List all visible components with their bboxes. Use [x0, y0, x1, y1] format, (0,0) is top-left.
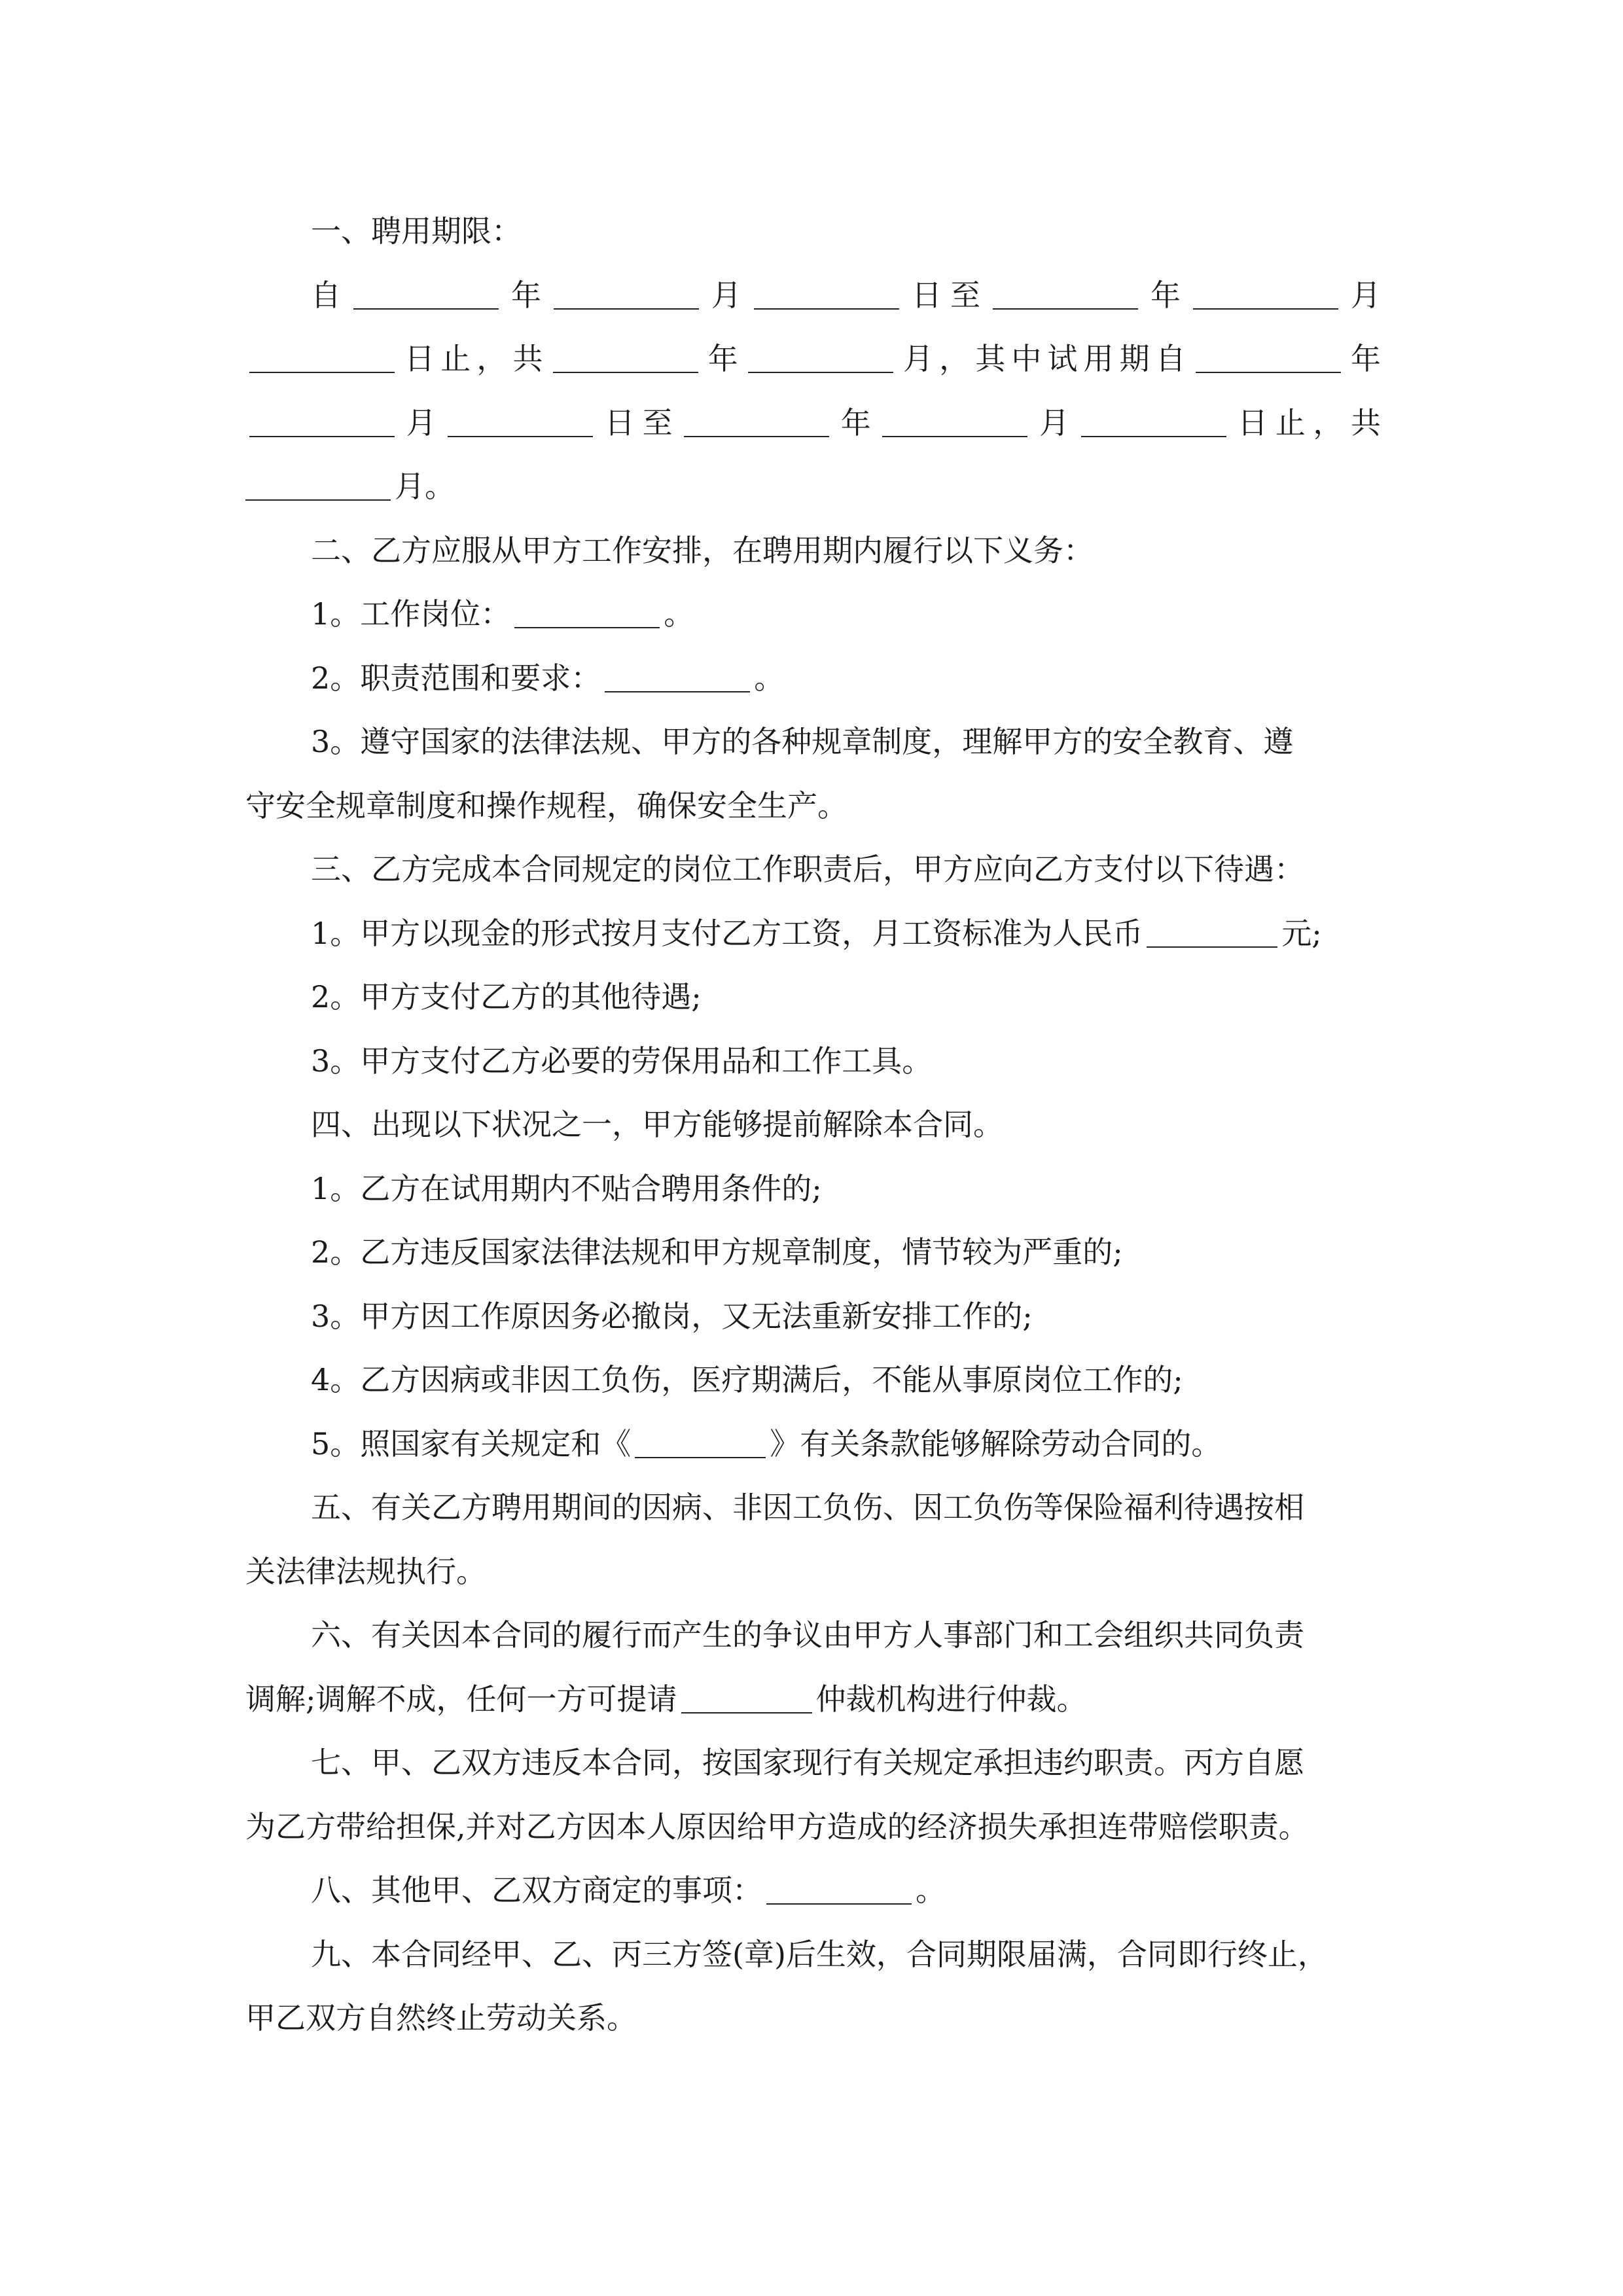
blank-field[interactable] — [245, 469, 391, 501]
contract-body — [245, 200, 1381, 2051]
blank-field[interactable] — [448, 406, 593, 437]
blank-field[interactable] — [1193, 278, 1338, 310]
pay-item-2: 2。甲方支付乙方的其他待遇; — [311, 979, 702, 1014]
term-month-label: 月 — [1342, 277, 1381, 313]
term-line-2 — [245, 327, 1381, 391]
term-day-to-label: 日至 — [903, 277, 989, 313]
dispute-line-2-tail: 仲裁机构进行仲裁。 — [815, 1681, 1087, 1717]
welfare-line-1: 五、有关乙方聘用期间的因病、非因工负伤、因工负伤等保险福利待遇按相 — [311, 1490, 1304, 1525]
duties-heading: 二、乙方应服从甲方工作安排，在聘用期内履行以下义务： — [311, 532, 1094, 568]
blank-field[interactable] — [249, 342, 395, 373]
termination-item-2: 2。乙方违反国家法律法规和甲方规章制度，情节较为严重的; — [311, 1234, 1123, 1270]
breach-line-1: 七、甲、乙双方违反本合同，按国家现行有关规定承担违约职责。丙方自愿 — [311, 1745, 1304, 1780]
blank-field[interactable] — [681, 1682, 812, 1713]
blank-field[interactable] — [766, 1873, 912, 1905]
pay-item-3: 3。甲方支付乙方必要的劳保用品和工作工具。 — [311, 1043, 933, 1079]
termination-item-4: 4。乙方因病或非因工负伤，医疗期满后，不能从事原岗位工作的; — [311, 1362, 1183, 1397]
term-year-label: 年 — [833, 404, 879, 440]
effective-line-1: 九、本合同经甲、乙、丙三方签(章)后生效，合同期限届满，合同即行终止， — [311, 1936, 1328, 1972]
blank-field[interactable] — [1147, 916, 1277, 948]
blank-field[interactable] — [249, 406, 395, 437]
blank-field[interactable] — [1196, 342, 1341, 373]
termination-item-5-tail: 》有关条款能够解除劳动合同的。 — [770, 1426, 1222, 1462]
term-year-label: 年 — [1344, 341, 1382, 376]
duties-item-3-line-2: 守安全规章制度和操作规程，确保安全生产。 — [245, 787, 847, 823]
blank-field[interactable] — [353, 278, 499, 310]
duties-item-2 — [245, 647, 1381, 711]
duties-item-1 — [245, 583, 1381, 647]
blank-field[interactable] — [754, 278, 899, 310]
blank-field[interactable] — [605, 661, 750, 692]
blank-field[interactable] — [748, 342, 893, 373]
blank-field[interactable] — [514, 597, 660, 628]
pay-item-1-text: 1。甲方以现金的形式按月支付乙方工资，月工资标准为人民币 — [311, 915, 1143, 951]
term-trial-label: 月，其中试用期自 — [897, 341, 1192, 376]
term-from: 自 — [311, 277, 349, 313]
effective-line-2: 甲乙双方自然终止劳动关系。 — [245, 2000, 637, 2036]
blank-field[interactable] — [553, 342, 698, 373]
welfare-line-2: 关法律法规执行。 — [245, 1553, 486, 1589]
blank-field[interactable] — [635, 1427, 766, 1458]
term-heading: 一、聘用期限： — [311, 213, 522, 249]
term-year-label: 年 — [503, 277, 550, 313]
term-month-label: 月 — [703, 277, 750, 313]
term-month-end-label: 月。 — [395, 469, 455, 504]
other-matters — [245, 1859, 1381, 1923]
term-day-end-label: 日止，共 — [1230, 404, 1382, 440]
termination-item-5 — [245, 1412, 1381, 1477]
pay-item-1-unit: 元; — [1281, 915, 1322, 951]
blank-field[interactable] — [993, 278, 1138, 310]
termination-item-5-text: 5。照国家有关规定和《 — [311, 1426, 632, 1462]
blank-field[interactable] — [1081, 406, 1226, 437]
blank-field[interactable] — [554, 278, 699, 310]
term-line-3 — [245, 391, 1381, 456]
termination-heading: 四、出现以下状况之一，甲方能够提前解除本合同。 — [311, 1107, 1003, 1142]
dispute-line-2-text: 调解;调解不成，任何一方可提请 — [245, 1681, 677, 1717]
termination-item-3: 3。甲方因工作原因务必撤岗，又无法重新安排工作的; — [311, 1298, 1033, 1334]
termination-item-1: 1。乙方在试用期内不贴合聘用条件的; — [311, 1170, 822, 1206]
pay-item-1 — [245, 902, 1381, 966]
term-day-end-label: 日止，共 — [399, 341, 549, 376]
term-year-label: 年 — [1142, 277, 1189, 313]
term-line-4 — [245, 455, 1381, 519]
dispute-line-1: 六、有关因本合同的履行而产生的争议由甲方人事部门和工会组织共同负责 — [311, 1617, 1304, 1653]
period: 。 — [664, 596, 694, 632]
other-matters-text: 八、其他甲、乙双方商定的事项： — [311, 1873, 762, 1908]
term-day-to-label: 日至 — [597, 404, 681, 440]
period: 。 — [916, 1873, 946, 1908]
pay-heading: 三、乙方完成本合同规定的岗位工作职责后，甲方应向乙方支付以下待遇： — [311, 852, 1304, 887]
term-month-label: 月 — [1031, 404, 1077, 440]
blank-field[interactable] — [684, 406, 829, 437]
duties-item-2-text: 2。职责范围和要求： — [311, 660, 601, 696]
blank-field[interactable] — [882, 406, 1027, 437]
term-month-label: 月 — [399, 404, 444, 440]
duties-item-3-line-1: 3。遵守国家的法律法规、甲方的各种规章制度，理解甲方的安全教育、遵 — [311, 724, 1294, 759]
breach-line-2: 为乙方带给担保,并对乙方因本人原因给甲方造成的经济损失承担连带赔偿职责。 — [245, 1808, 1309, 1844]
dispute-line-2 — [245, 1668, 1381, 1732]
term-year-label: 年 — [702, 341, 744, 376]
duties-item-1-text: 1。工作岗位： — [311, 596, 511, 632]
term-line-1 — [245, 264, 1381, 328]
period: 。 — [754, 660, 785, 696]
